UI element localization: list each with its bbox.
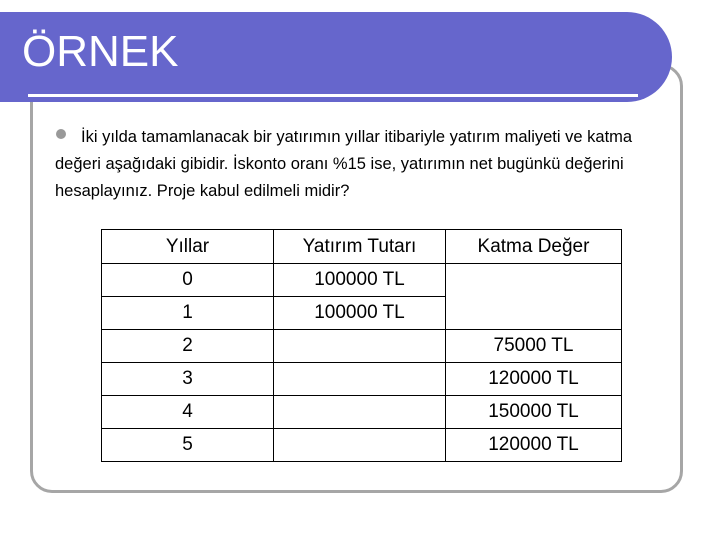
cell-year: 5: [102, 429, 274, 462]
cell-value-added: 75000 TL: [446, 330, 622, 363]
cell-investment: 100000 TL: [274, 297, 446, 330]
cell-value-added: 120000 TL: [446, 429, 622, 462]
cell-value-added: [446, 264, 622, 297]
header-years: Yıllar: [102, 230, 274, 264]
table-row: [102, 264, 622, 297]
cell-year: 4: [102, 396, 274, 429]
table-row: [102, 297, 622, 330]
cell-year: 1: [102, 297, 274, 330]
slide-title: ÖRNEK: [22, 27, 179, 76]
cell-value-added: [446, 297, 622, 330]
table-row: [102, 330, 622, 363]
cell-investment: [274, 330, 446, 363]
cell-investment: 100000 TL: [274, 264, 446, 297]
investment-table: [101, 229, 622, 462]
problem-text: İki yılda tamamlanacak bir yatırımın yıllar itibariyle yatırım maliyeti ve katma değeri aşağıdaki gibidir. İskonto oranı %15 ise, yatırımın net bugünkü değerini hesaplayınız. Proje kabul edilmeli midir?: [55, 128, 633, 200]
cell-year: 0: [102, 264, 274, 297]
cell-value-added: 150000 TL: [446, 396, 622, 429]
table-row: [102, 429, 622, 462]
header-value-added: Katma Değer: [446, 230, 622, 264]
cell-investment: [274, 363, 446, 396]
cell-investment: [274, 429, 446, 462]
table-row: [102, 396, 622, 429]
header-investment: Yatırım Tutarı: [274, 230, 446, 264]
cell-value-added: 120000 TL: [446, 363, 622, 396]
table-row: [102, 363, 622, 396]
title-underline: [28, 94, 638, 97]
cell-year: 2: [102, 330, 274, 363]
cell-year: 3: [102, 363, 274, 396]
table-header-row: [102, 230, 622, 264]
cell-investment: [274, 396, 446, 429]
